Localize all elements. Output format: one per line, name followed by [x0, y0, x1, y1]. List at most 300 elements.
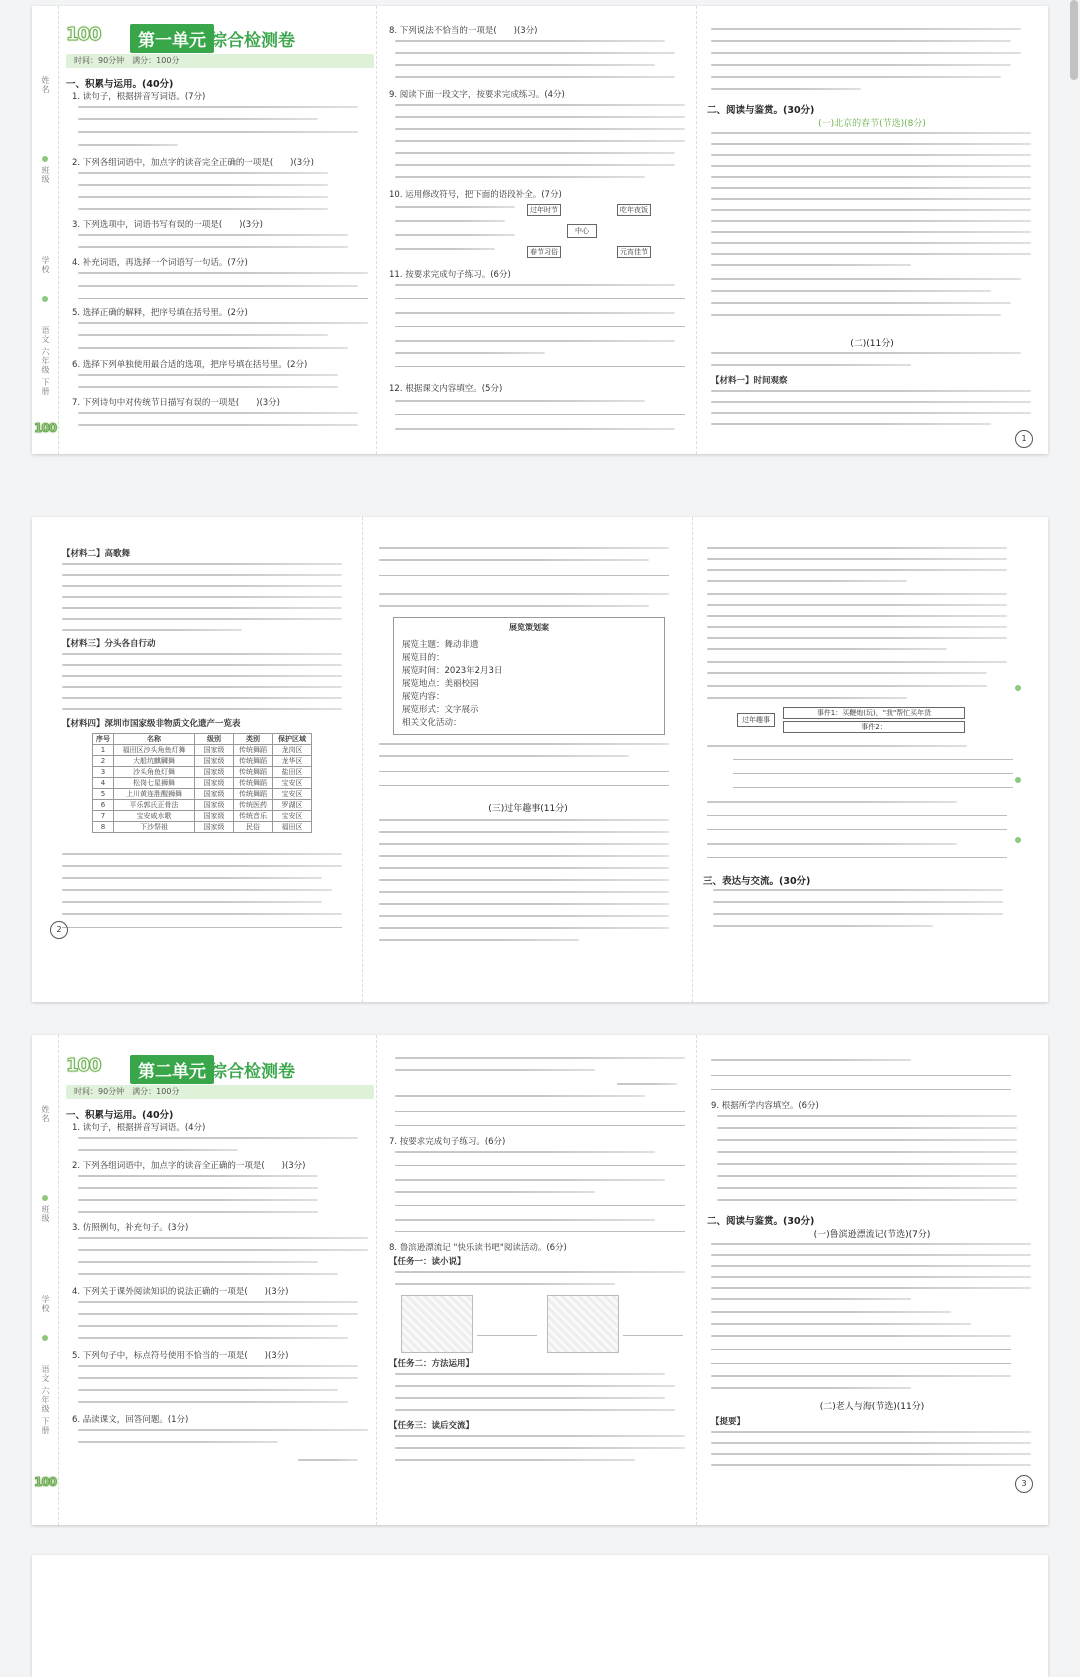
table-cell: 国家级	[195, 778, 234, 789]
text-line	[62, 697, 342, 699]
table-header-row	[93, 734, 312, 745]
text-line	[717, 1127, 1017, 1129]
text-line	[62, 596, 342, 598]
card-line: 展览主题：舞动非遗	[402, 640, 479, 650]
unit-title: 第一单元	[130, 24, 214, 53]
question-9: 9. 阅读下面一段文字，按要求完成练习。(4分)	[389, 90, 565, 100]
table-row	[93, 789, 312, 800]
text-line	[395, 1409, 675, 1411]
text-line	[395, 1151, 655, 1153]
heritage-table	[92, 733, 312, 833]
text-line	[395, 1069, 595, 1071]
text-line	[78, 1313, 358, 1315]
table-cell: 松岗七星狮舞	[114, 778, 195, 789]
text-line	[395, 1271, 685, 1273]
text-line	[78, 1211, 318, 1213]
text-line	[707, 637, 1007, 639]
table-cell: 传统舞蹈	[234, 745, 273, 756]
table-cell: 国家级	[195, 811, 234, 822]
question-9: 9. 根据所学内容填空。(6分)	[711, 1101, 819, 1111]
question-4: 4. 下列关于课外阅读知识的说法正确的一项是( )(3分)	[72, 1287, 289, 1297]
text-line	[707, 547, 1007, 549]
question-8: 8. 鲁滨逊漂流记 "快乐读书吧"阅读活动。(6分)	[389, 1243, 567, 1253]
text-line	[395, 234, 515, 236]
card-line: 相关文化活动：	[402, 718, 462, 728]
table-cell: 国家级	[195, 789, 234, 800]
logo-mark: 100	[34, 421, 57, 435]
text-line	[707, 697, 907, 699]
text-line	[395, 52, 675, 54]
table-cell: 民俗	[234, 822, 273, 833]
text-line	[379, 891, 669, 893]
text-line	[711, 1375, 1011, 1377]
reading-title: (二)老人与海(节选)(11分)	[819, 1402, 925, 1412]
page-number: 3	[1015, 1475, 1033, 1493]
text-line	[78, 184, 328, 186]
text-line	[707, 648, 947, 650]
text-line	[711, 1431, 1031, 1433]
table-cell: 传统音乐	[234, 811, 273, 822]
text-line	[711, 1287, 1031, 1289]
hint-label: 【提要】	[711, 1417, 746, 1427]
text-line	[395, 1397, 665, 1399]
text-line	[62, 901, 322, 903]
text-line	[707, 672, 987, 674]
table-row	[93, 778, 312, 789]
text-line	[395, 176, 645, 178]
card-line: 展览时间：2023年2月3日	[402, 666, 503, 676]
text-line	[62, 913, 342, 915]
answer-line[interactable]	[477, 1335, 537, 1336]
answer-line[interactable]	[395, 366, 685, 367]
table-cell: 大船坑麒麟舞	[114, 756, 195, 767]
text-line	[711, 290, 991, 292]
margin-dot	[1015, 777, 1021, 783]
question-5: 5. 下列句子中，标点符号使用不恰当的一项是( )(3分)	[72, 1351, 289, 1361]
table-cell: 福田区	[273, 822, 312, 833]
text-line	[379, 843, 669, 845]
question-4: 4. 补充词语，再选择一个词语写一句话。(7分)	[72, 258, 248, 268]
logo-mark: 100	[34, 1475, 57, 1489]
table-cell: 7	[93, 811, 114, 822]
text-line	[78, 1237, 368, 1239]
text-line	[395, 1191, 595, 1193]
question-1: 1. 读句子，根据拼音写词语。(4分)	[72, 1123, 206, 1133]
table-cell: 国家级	[195, 767, 234, 778]
mindmap-node: 吃年夜饭	[617, 204, 651, 216]
text-line	[711, 253, 1031, 255]
text-line	[711, 352, 1021, 354]
text-line	[379, 819, 669, 821]
exam-title: 综合检测卷	[210, 1062, 295, 1082]
answer-line[interactable]	[711, 1075, 1011, 1076]
question-5: 5. 选择正确的解释，把序号填在括号里。(2分)	[72, 308, 248, 318]
text-line	[62, 629, 242, 631]
table-header-cell: 类别	[234, 734, 273, 745]
text-line	[78, 1325, 338, 1327]
text-line	[711, 412, 1031, 414]
column-middle	[362, 517, 693, 1002]
table-cell: 国家级	[195, 822, 234, 833]
text-line	[707, 801, 957, 803]
text-line	[62, 618, 342, 620]
answer-line[interactable]	[395, 1205, 685, 1206]
answer-line[interactable]	[707, 829, 1007, 830]
text-line	[395, 1385, 675, 1387]
answer-line[interactable]	[395, 414, 685, 415]
table-cell: 传统医药	[234, 800, 273, 811]
text-line	[711, 1311, 951, 1313]
text-line	[711, 1265, 1031, 1267]
answer-line[interactable]	[395, 1231, 685, 1232]
text-line	[395, 340, 675, 342]
text-line	[707, 593, 1007, 595]
text-line	[62, 889, 332, 891]
column-middle	[376, 6, 697, 454]
answer-line[interactable]	[623, 1335, 683, 1336]
exhibition-plan-card	[393, 617, 665, 735]
table-cell: 传统舞蹈	[234, 778, 273, 789]
answer-line[interactable]	[395, 1111, 685, 1112]
binding-dot	[42, 1335, 48, 1341]
text-line	[395, 352, 545, 354]
table-cell: 下沙祭祖	[114, 822, 195, 833]
text-line	[379, 547, 669, 549]
exam-info: 时间：90分钟 满分：100分	[74, 56, 180, 65]
question-1: 1. 读句子，根据拼音写词语。(7分)	[72, 92, 206, 102]
text-line	[707, 558, 1007, 560]
binding-label-class: 班级	[41, 166, 50, 184]
text-line	[78, 424, 358, 426]
text-line	[395, 152, 675, 154]
text-line	[395, 1095, 645, 1097]
answer-line[interactable]	[379, 785, 669, 786]
text-line	[395, 220, 505, 222]
text-line	[707, 626, 1007, 628]
text-line	[711, 423, 991, 425]
question-3: 3. 仿照例句，补充句子。(3分)	[72, 1223, 189, 1233]
question-6: 6. 品读课文，回答问题。(1分)	[72, 1415, 189, 1425]
text-line	[711, 154, 1031, 156]
text-line	[78, 347, 348, 349]
answer-line[interactable]	[711, 1363, 1011, 1364]
text-line	[395, 1283, 615, 1285]
text-line	[78, 234, 348, 236]
binding-label-class: 班级	[41, 1205, 50, 1223]
text-line	[62, 585, 342, 587]
answer-line[interactable]	[711, 1349, 1011, 1350]
text-line	[379, 927, 669, 929]
answer-line[interactable]	[62, 927, 342, 928]
text-line	[395, 400, 645, 402]
text-line	[617, 1083, 677, 1085]
mindmap-node: 过年时节	[527, 204, 561, 216]
text-line	[711, 1442, 1031, 1444]
answer-line[interactable]	[711, 1089, 1011, 1090]
binding-label-subject: 语文 六年级 下册	[41, 1365, 50, 1436]
answer-line[interactable]	[78, 298, 368, 299]
section-heading: 二、阅读与鉴赏。(30分)	[707, 105, 815, 116]
text-line	[395, 1219, 655, 1221]
table-row	[93, 756, 312, 767]
table-cell: 龙岗区	[273, 745, 312, 756]
answer-line[interactable]	[733, 787, 1013, 788]
text-line	[78, 386, 338, 388]
column-left	[32, 517, 362, 1002]
margin-dot	[1015, 837, 1021, 843]
text-line	[395, 116, 685, 118]
material-label: 【材料一】时间观察	[711, 376, 788, 386]
column-left	[58, 6, 376, 454]
text-line	[711, 1298, 911, 1300]
binding-dot	[42, 1195, 48, 1201]
table-cell: 传统舞蹈	[234, 789, 273, 800]
text-line	[711, 1453, 1031, 1455]
table-cell: 龙华区	[273, 756, 312, 767]
text-line	[717, 1139, 1017, 1141]
exam-page-3	[32, 1035, 1048, 1525]
scrollbar-thumb[interactable]	[1070, 0, 1078, 80]
answer-line[interactable]	[707, 815, 1007, 816]
question-3: 3. 下列选项中，词语书写有误的一项是( )(3分)	[72, 220, 263, 230]
reading-title: (一)鲁滨逊漂流记(节选)(7分)	[813, 1230, 931, 1240]
text-line	[62, 853, 342, 855]
table-header-cell: 名称	[114, 734, 195, 745]
question-11: 11. 按要求完成句子练习。(6分)	[389, 270, 511, 280]
text-line	[711, 242, 1031, 244]
table-cell: 沙头角鱼灯舞	[114, 767, 195, 778]
text-line	[711, 390, 1031, 392]
text-line	[711, 1387, 911, 1389]
text-line	[62, 607, 342, 609]
text-line	[395, 140, 685, 142]
text-line	[78, 246, 348, 248]
text-line	[717, 1199, 1017, 1201]
exam-info-bar	[66, 1085, 374, 1099]
text-line	[78, 196, 328, 198]
text-line	[78, 1365, 358, 1367]
column-middle	[376, 1035, 697, 1525]
binding-label-school: 学校	[41, 1295, 50, 1313]
text-line	[395, 1373, 665, 1375]
text-line	[395, 1435, 685, 1437]
flow-event-box: 事件2：	[783, 721, 965, 733]
binding-dot	[42, 296, 48, 302]
exam-page-4	[32, 1555, 1048, 1677]
text-line	[717, 1163, 1017, 1165]
page-number: 1	[1015, 430, 1033, 448]
column-right	[696, 6, 1048, 454]
text-line	[379, 879, 669, 881]
text-line	[78, 1187, 318, 1189]
text-line	[717, 1151, 1017, 1153]
text-line	[78, 208, 328, 210]
text-line	[395, 1459, 635, 1461]
text-line	[78, 1137, 358, 1139]
text-line	[78, 1337, 348, 1339]
text-line	[711, 220, 1031, 222]
text-line	[711, 198, 1031, 200]
text-line	[711, 52, 1021, 54]
text-line	[711, 1335, 1011, 1337]
answer-line[interactable]	[707, 857, 1007, 858]
text-line	[711, 1059, 911, 1061]
text-line	[707, 615, 1007, 617]
answer-line[interactable]	[379, 575, 669, 576]
margin-dot	[1015, 685, 1021, 691]
text-line	[62, 865, 342, 867]
text-line	[395, 1179, 665, 1181]
text-line	[379, 939, 579, 941]
question-7: 7. 下列诗句中对传统节日描写有误的一项是( )(3分)	[72, 398, 280, 408]
text-line	[78, 131, 358, 133]
text-line	[711, 1254, 1031, 1256]
answer-line[interactable]	[733, 759, 1013, 760]
text-line	[62, 574, 342, 576]
text-line	[78, 374, 338, 376]
text-line	[78, 285, 358, 287]
question-8: 8. 下列说法不恰当的一项是( )(3分)	[389, 26, 538, 36]
reading-title: (三)过年趣事(11分)	[488, 804, 568, 814]
question-6: 6. 选择下列单独使用最合适的选项，把序号填在括号里。(2分)	[72, 360, 308, 370]
text-line	[717, 1175, 1017, 1177]
illustration-image	[401, 1295, 473, 1353]
text-line	[78, 322, 368, 324]
answer-line[interactable]	[379, 771, 669, 772]
binding-label-school: 学校	[41, 256, 50, 274]
text-line	[711, 264, 911, 266]
card-title: 展览策划案	[509, 623, 549, 632]
text-line	[395, 206, 515, 208]
text-line	[395, 64, 655, 66]
text-line	[711, 176, 1031, 178]
table-cell: 罗湖区	[273, 800, 312, 811]
text-line	[78, 1301, 358, 1303]
illustration-image	[547, 1295, 619, 1353]
text-line	[78, 106, 358, 108]
material-label: 【材料三】分头各自行动	[62, 639, 156, 649]
question-2: 2. 下列各组词语中，加点字的读音全正确的一项是( )(3分)	[72, 1161, 306, 1171]
flow-start-box: 过年趣事	[737, 713, 775, 727]
binding-label-name: 姓名	[41, 1105, 50, 1123]
text-line	[379, 743, 669, 745]
text-line	[711, 187, 1031, 189]
text-line	[78, 1199, 318, 1201]
logo-mark: 100	[66, 24, 101, 45]
section-heading: 一、积累与运用。(40分)	[66, 1110, 174, 1121]
answer-line[interactable]	[395, 298, 685, 299]
card-line: 展览目的：	[402, 653, 445, 663]
table-cell: 2	[93, 756, 114, 767]
text-line	[717, 1115, 1017, 1117]
question-10: 10. 运用修改符号，把下面的语段补全。(7分)	[389, 190, 562, 200]
table-cell: 5	[93, 789, 114, 800]
table-cell: 宝安咸水歌	[114, 811, 195, 822]
exam-title: 综合检测卷	[210, 31, 295, 51]
text-line	[711, 209, 1031, 211]
text-line	[711, 143, 1031, 145]
text-line	[379, 855, 669, 857]
exam-page-1	[32, 6, 1048, 454]
table-cell: 4	[93, 778, 114, 789]
text-line	[711, 165, 1031, 167]
table-row	[93, 800, 312, 811]
table-row	[93, 822, 312, 833]
answer-line[interactable]	[395, 326, 685, 327]
text-line	[78, 1273, 338, 1275]
answer-line[interactable]	[395, 1125, 685, 1126]
unit-title: 第二单元	[130, 1055, 214, 1084]
logo-mark: 100	[66, 1055, 101, 1076]
binding-strip	[32, 6, 59, 454]
text-line	[717, 1187, 1017, 1189]
card-line: 展览地点：美丽校园	[402, 679, 479, 689]
text-line	[62, 877, 322, 879]
table-row	[93, 811, 312, 822]
text-line	[78, 412, 358, 414]
text-line	[379, 559, 649, 561]
table-cell: 国家级	[195, 800, 234, 811]
table-row	[93, 767, 312, 778]
text-line	[395, 104, 685, 106]
text-line	[711, 28, 1021, 30]
material-label: 【材料二】高歌舞	[62, 549, 131, 559]
table-cell: 8	[93, 822, 114, 833]
exam-info-bar	[66, 54, 374, 68]
text-line	[78, 1261, 318, 1263]
answer-line[interactable]	[733, 773, 1013, 774]
text-line	[711, 1323, 971, 1325]
text-line	[711, 88, 861, 90]
binding-label-name: 姓名	[41, 76, 50, 94]
text-line	[711, 231, 1031, 233]
text-line	[711, 364, 911, 366]
table-header-cell: 级别	[195, 734, 234, 745]
text-line	[395, 428, 675, 430]
text-line	[395, 1447, 685, 1449]
text-line	[713, 889, 1003, 891]
task-label: 【任务二：方法运用】	[389, 1359, 475, 1369]
text-line	[713, 901, 1003, 903]
table-cell: 国家级	[195, 745, 234, 756]
table-cell: 传统舞蹈	[234, 767, 273, 778]
text-line	[707, 569, 1007, 571]
text-line	[395, 284, 675, 286]
question-2: 2. 下列各组词语中，加点字的读音完全正确的一项是( )(3分)	[72, 158, 314, 168]
text-line	[707, 604, 1007, 606]
text-line	[379, 605, 649, 607]
text-line	[78, 118, 318, 120]
text-line	[379, 903, 669, 905]
reading-title: (一)北京的春节(节选)(8分)	[818, 119, 926, 129]
text-line	[78, 1401, 348, 1403]
text-line	[78, 1377, 358, 1379]
text-line	[707, 745, 967, 747]
table-header-cell: 保护区域	[273, 734, 312, 745]
table-header-cell: 序号	[93, 734, 114, 745]
card-line: 展览内容：	[402, 692, 445, 702]
task-label: 【任务三：读后交流】	[389, 1421, 475, 1431]
text-line	[78, 1175, 318, 1177]
answer-line[interactable]	[395, 1165, 685, 1166]
table-cell: 上川黄连胜醒狮舞	[114, 789, 195, 800]
text-line	[62, 653, 342, 655]
text-line	[395, 76, 675, 78]
text-line	[78, 334, 328, 336]
text-line	[379, 915, 669, 917]
table-cell: 宝安区	[273, 778, 312, 789]
text-line	[711, 64, 1011, 66]
